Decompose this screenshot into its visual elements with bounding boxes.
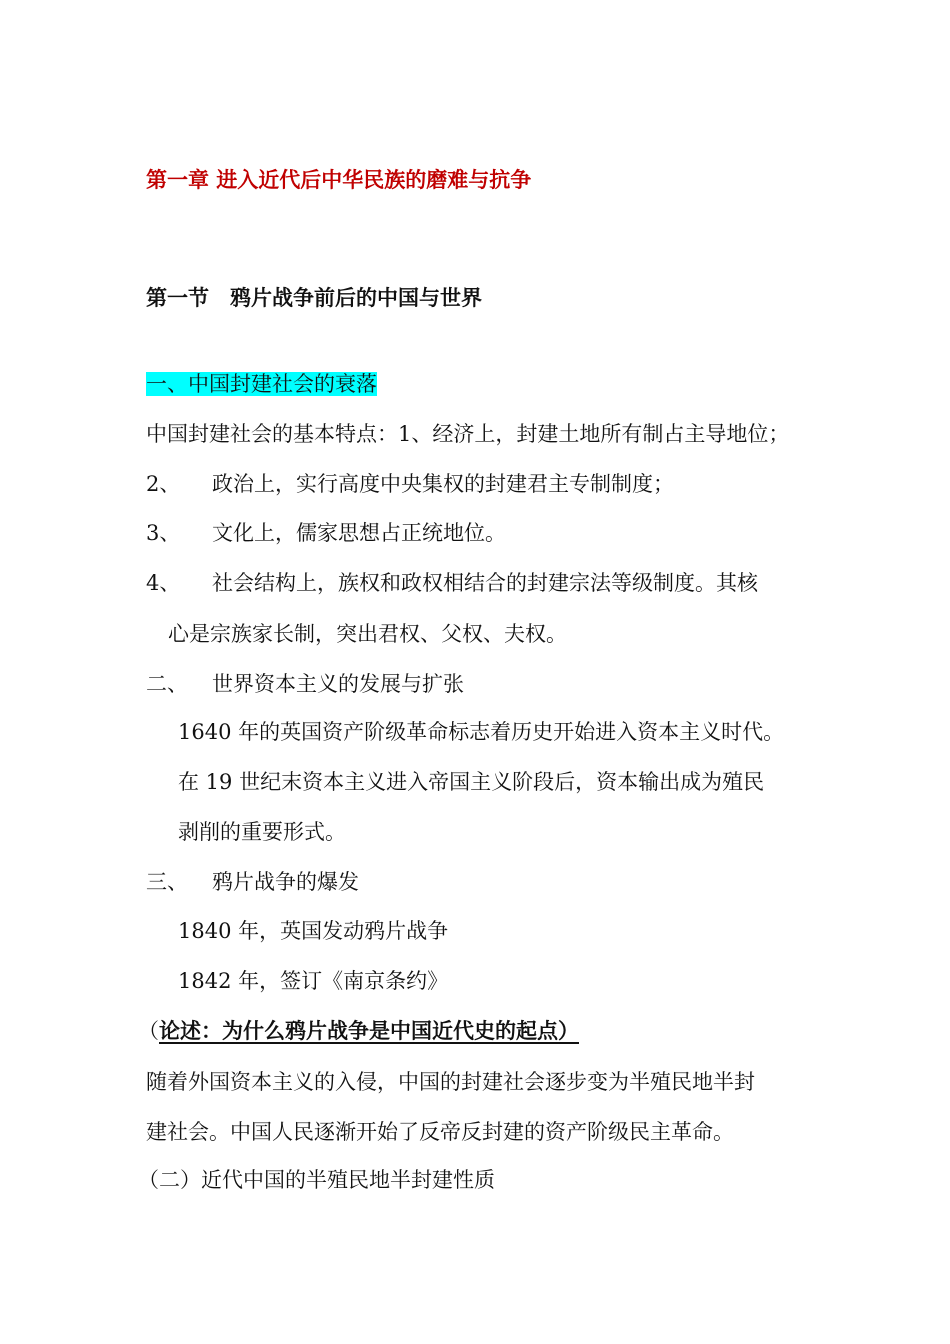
list-item-text: 政治上，实行高度中央集权的封建君主专制制度；: [212, 472, 674, 496]
heading-3-text: 鸦片战争的爆发: [212, 870, 359, 894]
heading-2-text: 世界资本主义的发展与扩张: [212, 672, 464, 696]
list-item-number: 3、: [146, 521, 181, 545]
section-title: 第一节 鸦片战争前后的中国与世界: [146, 286, 482, 310]
list-item-text: 文化上，儒家思想占正统地位。: [212, 521, 506, 545]
heading-2-number: 二、: [146, 672, 188, 696]
list-item: [146, 470, 674, 498]
list-item-continuation: 心是宗族家长制，突出君权、父权、夫权。: [168, 622, 567, 646]
heading-3-number: 三、: [146, 870, 188, 894]
discussion-text: 论述：为什么鸦片战争是中国近代史的起点）: [159, 1019, 579, 1043]
heading-1-highlight: 一、中国封建社会的衰落: [146, 372, 377, 396]
intro-paragraph: 中国封建社会的基本特点：1、经济上，封建土地所有制占主导地位；: [146, 422, 790, 446]
paragraph-line: 剥削的重要形式。: [178, 820, 346, 844]
heading-2: [146, 670, 464, 698]
heading-1: [146, 370, 377, 398]
chapter-title: 第一章 进入近代后中华民族的磨难与抗争: [146, 168, 532, 192]
paragraph-line: 1640 年的英国资产阶级革命标志着历史开始进入资本主义时代。: [178, 720, 785, 744]
subheading: （二）近代中国的半殖民地半封建性质: [138, 1168, 495, 1192]
paragraph-line: 1842 年，签订《南京条约》: [178, 969, 449, 993]
heading-3: [146, 868, 359, 896]
discussion-heading: [138, 1017, 579, 1045]
paragraph-line: 在 19 世纪末资本主义进入帝国主义阶段后，资本输出成为殖民: [178, 770, 765, 794]
list-item: [146, 519, 506, 547]
list-item-number: 4、: [146, 571, 181, 595]
discussion-open-paren: （: [138, 1019, 159, 1043]
list-item-number: 2、: [146, 472, 181, 496]
paragraph-line: 1840 年，英国发动鸦片战争: [178, 919, 449, 943]
list-item: [146, 569, 758, 597]
paragraph-line: 随着外国资本主义的入侵，中国的封建社会逐步变为半殖民地半封: [146, 1070, 755, 1094]
list-item-text: 社会结构上，族权和政权相结合的封建宗法等级制度。其核: [212, 571, 758, 595]
paragraph-line: 建社会。中国人民逐渐开始了反帝反封建的资产阶级民主革命。: [146, 1120, 734, 1144]
